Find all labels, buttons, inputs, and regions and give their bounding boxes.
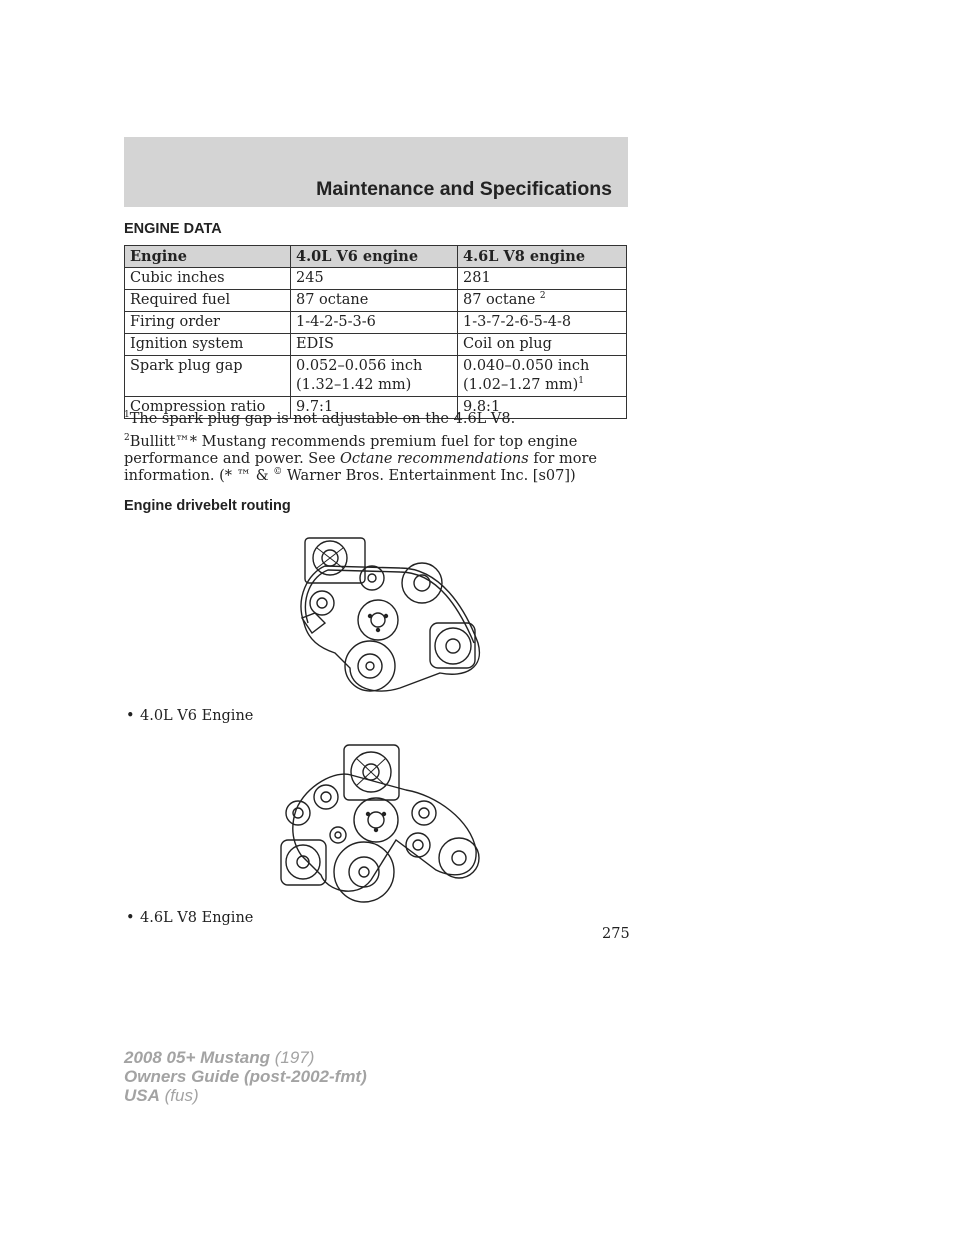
v8-value-text: 87 octane — [463, 292, 536, 308]
footnote-text: for more information. (* ™ & — [124, 451, 597, 484]
v6-value: 9.7:1 — [291, 397, 458, 419]
row-label: Firing order — [125, 312, 291, 334]
v6-value — [291, 356, 458, 397]
footer-market: USA — [124, 1086, 160, 1105]
bullet-glyph: • — [126, 910, 135, 926]
row-label: Ignition system — [125, 334, 291, 356]
v8-value: 281 — [458, 268, 627, 290]
footer-market-code: (fus) — [159, 1086, 199, 1105]
footnote-reference-link: Octane recommendations — [340, 451, 529, 467]
v6-value: 87 octane — [291, 290, 458, 312]
drivebelt-title: Engine drivebelt routing — [124, 498, 291, 514]
row-label: Spark plug gap — [125, 356, 291, 397]
section-title: ENGINE DATA — [124, 221, 222, 237]
v8-value-line1: 0.040–0.050 inch — [463, 358, 590, 374]
v8-value — [458, 290, 627, 312]
list-item — [126, 910, 253, 926]
table-row — [125, 290, 627, 312]
table-header-row — [125, 246, 627, 268]
footnote-text: Bullitt™* Mustang recommends premium fuel for top engine performance and power. See — [124, 434, 578, 467]
row-label: Cubic inches — [125, 268, 291, 290]
footnote-text: Warner Bros. Entertainment Inc. [s07]) — [282, 468, 576, 484]
header-band — [124, 137, 628, 207]
row-label: Compression ratio — [125, 397, 291, 419]
footnote-mark: 2 — [124, 433, 130, 444]
page-title: Maintenance and Specifications — [316, 178, 612, 200]
table-row — [125, 268, 627, 290]
engine-data-table — [124, 245, 627, 419]
table-row — [125, 334, 627, 356]
footer-model-code: (197) — [270, 1048, 315, 1067]
row-label: Required fuel — [125, 290, 291, 312]
footnote-2 — [124, 434, 628, 485]
footer-line-2: Owners Guide (post-2002-fmt) — [124, 1067, 367, 1086]
table-header-cell: Engine — [125, 246, 291, 268]
v8-value-line2: (1.02–1.27 mm) — [463, 377, 579, 393]
table-row — [125, 356, 627, 397]
v6-value: 1-4-2-5-3-6 — [291, 312, 458, 334]
v6-value: EDIS — [291, 334, 458, 356]
copyright-mark: © — [273, 467, 283, 478]
footer-model: 2008 05+ Mustang — [124, 1048, 270, 1067]
table-header-cell: 4.6L V8 engine — [458, 246, 627, 268]
v8-value: 1-3-7-2-6-5-4-8 — [458, 312, 627, 334]
footnote-1 — [124, 411, 628, 428]
v6-value: 245 — [291, 268, 458, 290]
v8-value — [458, 356, 627, 397]
footer-line-3 — [124, 1086, 367, 1105]
v6-caption: 4.0L V6 Engine — [140, 708, 254, 724]
list-item — [126, 708, 253, 724]
bullet-glyph: • — [126, 708, 135, 724]
v6-value-line1: 0.052–0.056 inch — [296, 358, 423, 374]
footnote-text: The spark plug gap is not adjustable on the 4.6L V8. — [129, 411, 516, 427]
v8-value: Coil on plug — [458, 334, 627, 356]
footnote-ref: 1 — [578, 376, 584, 387]
table-row — [125, 312, 627, 334]
footnote-mark: 1 — [124, 410, 130, 421]
v8-belt-diagram — [276, 740, 486, 905]
v6-value-line2: (1.32–1.42 mm) — [296, 377, 412, 393]
page-number: 275 — [602, 926, 630, 942]
v8-caption: 4.6L V8 Engine — [140, 910, 254, 926]
footer-line-1 — [124, 1048, 367, 1067]
v8-value: 9.8:1 — [458, 397, 627, 419]
table-header-cell: 4.0L V6 engine — [291, 246, 458, 268]
footnote-ref: 2 — [539, 291, 546, 302]
v6-belt-diagram — [290, 528, 490, 698]
footer — [124, 1048, 367, 1105]
